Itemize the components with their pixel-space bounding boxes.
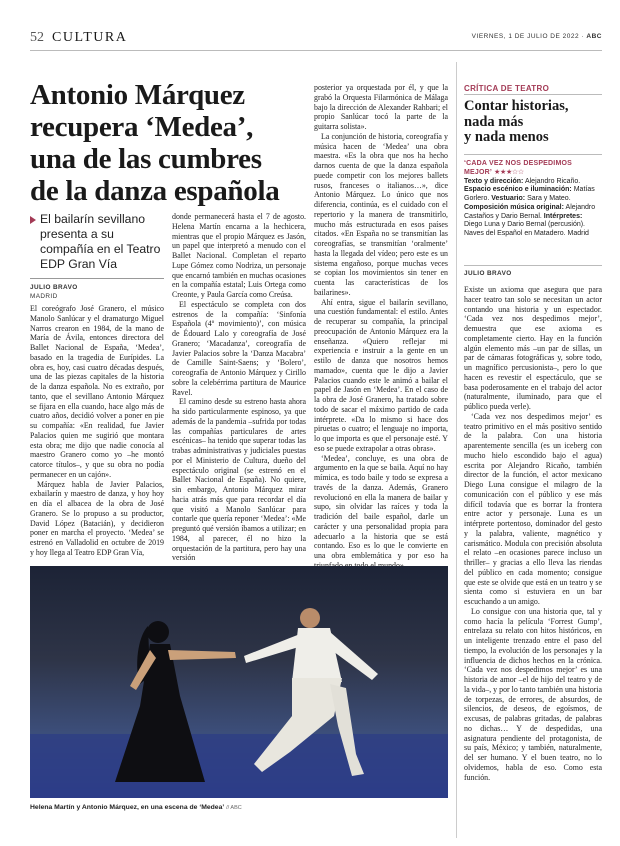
article-column-2 [172,212,306,563]
subhead-text: El bailarín sevillano presenta a su compañía en el Teatro EDP Gran Vía [40,212,161,271]
paragraph: ‘Cada vez nos despedimos mejor’ es teatro primitivo en el más positivo sentido de la palabra. Con una historia aparentemente sencilla (es un iceberg con mucho hielo escondido bajo el agua) escrita por Alejandro Ricaño, también director de la función, el actor mexicano Diego Luna consigue el milagro de la comunicación con el público y ese más difícil todavía que es borrar la frontera entre actor y personaje. Luna es un intérprete portentoso, dominador del gesto y la palabra, valiente, magnético y carismático. Modula con precisión absoluta el relato –en ocasiones parece incluso un thriller– y gracias a ello lleva las riendas del público en cada momento; consigue que este se olvide que está en un teatro y se sienta como si estuviera en un bar escuchando a un amigo. [464,411,602,606]
rating-stars: ★★★☆☆ [494,168,524,176]
review-title-rule [464,154,602,155]
section-title: CULTURA [52,30,128,45]
credit-value: Alejandro Castaños y Dario Bernal. [464,203,596,220]
paragraph: donde permanecerá hasta el 7 de agosto. Helena Martín encarna a la hechicera, mientras que el propio Márquez es Jasón, un papel que interpretó a menudo con el Ballet Nacional. Completan el reparto Lupe Gómez como Nodriza, un personaje que encarnó también en muchas ocasiones en la compañía estatal; Luis Ortega como Creonte, y Paula García como Creúsa. [172,212,306,299]
subhead [30,212,166,272]
page-number: 52 [30,30,44,45]
credit-label: Vestuario: [491,195,526,202]
byline [30,284,78,301]
credit-label: Composición música original: [464,203,564,211]
headline-line: de la danza española [30,175,280,207]
caption-text: Helena Martín y Antonio Márquez, en una escena de ‘Medea’ [30,804,225,811]
review-author: JULIO BRAVO [464,270,512,277]
photo-credit: // ABC [226,805,242,811]
paragraph: Lo consigue con una historia que, tal y como hacía la película ‘Forrest Gump’, entrelaza su relato con hitos históricos, en un inteligente trenzado entre el paso del tiempo, la evolución de los personajes y la influencia de dichos hechos en la crónica. ‘Cada vez nos despedimos mejor’ es una historia de amor –el de hijo del teatro y de la vida–, y por lo tanto también una historia de torpezas, de errores, de absurdos, de silencios, de deseos, de egoísmos, de excusas, de palabras gritadas, de palabras no dichas… Y de despedidas, una asignatura pendiente del protagonista, de su país, México; y también, naturalmente, del ser humano. Y el buen teatro, no lo olvidemos, habla de eso. Como esta función. [464,606,602,782]
article-column-3 [314,83,448,571]
bullet-arrow-icon [30,216,36,224]
review-title [464,99,604,146]
credit-label: Intérpretes: [543,212,583,220]
headline-line: recupera ‘Medea’, [30,111,254,143]
factbox-rule [464,265,602,266]
review-factbox [464,160,602,239]
credit-label: Texto y dirección: [464,177,524,185]
page-header [30,30,602,50]
dancers-illustration [30,566,448,798]
review-label: CRÍTICA DE TEATRO [464,84,550,93]
article-photo [30,566,448,798]
paragraph: ‘Medea’, concluye, es una obra de argumento en la que se baila. Aquí no hay mímica, es todo baile y todo se expresa a través de la danza. Además, Granero revolucionó en ella la manera de bailar y supo, sin olvidar las raíces y toda la tradición del baile español, darle un carácter y una personalidad propia para adecuarlo a la historia que se está contando. Eso es lo que le convierte en una obra emblemática y por eso ha [314,453,448,560]
review-column [464,285,602,782]
paragraph: Existe un axioma que asegura que para hacer teatro tan solo se necesitan un actor contando una historia y un espectador. ‘Cada vez nos despedimos mejor’, demuestra que ese axioma es completamente cierto. Hay en la función algún elemento más –un par de sillas, un par de cámaras fotográficas y, sobre todo, un magnífico percusionista–, pero lo que hacen es revestir el espectáculo, que se basa poderosamente en el trabajo del actor (naturalmente, iluminado, para que el público pueda verle). [464,285,602,411]
credit-value: Matías Gorlero. [464,186,595,202]
paragraph: El espectáculo se completa con dos estrenos de la compañía: ‘Sinfonía Española (4º movimiento)’, con música de Édouard Lalo y coreografía de José Granero; ‘Macadanza’, coreografía de Javier Palacios sobre la ‘Danza Macabra’ de Camille Saint-Saens; y ‘Bolero’, coreografía de Antonio Márquez y Cirillo sobre la celebérrima partitura de Maurice Ravel. [172,299,306,397]
photo-caption [30,804,242,811]
paragraph: El camino desde su estreno hasta ahora ha sido particularmente espinoso, ya que además de la pandemia –sufrida por todas las compañías particulares de artes escénicas– ha tenido que superar todas las trabas administrativas y judiciales puestas por el Ministerio de Cultura, dueño del espectáculo original (se estrenó en el Ballet Nacional de España). No quiere, sin embargo, Antonio Márquez mirar hacia atrás más que para recordar el día que visitó a Manolo Sanlúcar para contarle que quería reponer ‘Medea’: «Me preguntó qué versión íbamos a utilizar; en 1984, al parecer, él no hizo la orquestación de la partitura, pero hay una versión [172,397,306,563]
article-column-1 [30,304,164,558]
subhead-rule [30,278,164,279]
show-title: ‘CADA VEZ NOS DESPEDIMOS MEJOR’ [464,160,572,176]
paragraph: Márquez habla de Javier Palacios, exbailarín y maestro de danza, y hoy hoy en día el albacea de la obra de José Granero. Se lo propuso a su productor, David López (Batacián), y decidieron poner en marcha el proyecto. ‘Medea’ se estrenó en Valladolid en octubre de 2019 y hoy llega al Teatro EDP Gran Vía, [30,479,164,557]
headline-line: Antonio Márquez [30,79,245,111]
brand: ABC [586,33,602,40]
review-title-line: y nada menos [464,129,549,145]
credit-label: Espacio escénico e iluminación: [464,186,572,194]
dateline [472,33,602,40]
review-label-rule [464,94,602,95]
review-title-line: nada más [464,113,524,130]
credit-value: Sara y Mateo. [527,195,571,202]
review-title-line: Contar historias, [464,98,569,114]
column-divider [456,62,457,838]
author: JULIO BRAVO [30,284,78,291]
stage-floor [30,734,448,798]
credit-value: Alejandro Ricaño. [524,177,581,185]
paragraph: El coreógrafo José Granero, el músico Manolo Sanlúcar y el dramaturgo Miguel Narros crearon en 1984, de la mano de María de Ávila, entonces directora del Ballet Nacional de España, ‘Medea’, basado en la tragedia de Eurípides. La obra es, hoy, casi cuatro décadas después, una de las piezas capitales de la historia de la danza española. No es extraño, por tanto, que el sevillano Antonio Márquez se fijara en ella cuando, hace algo más de cuatro años, decidió volver a poner en pie su compañía: «En realidad, fue Javier Palacios quien me sugirió que montara esta obra; me dijo que nadie conocía al maestro Granero como yo –he montó catorce títulos–, y que su obra no podía permanecer en un cajón». [30,304,164,479]
paragraph: La conjunción de historia, coreografía y música hacen de ‘Medea’ una obra maestra. «Es la obra que nos ha hecho darnos cuenta de que la danza española puede competir con los mejores ballets rusos, franceses o italianos…», dice Antonio Márquez. Lo único que nos diferencia, continúa, es el cuidado con el repertorio y la manera de transmitirlo, mucho más estructurada en esos países citados. «En España no se transmitían las coreografías, se transmitían ‘oralmente’ hasta la llegada del vídeo; pero este es un sistema engañoso, porque muchas veces se copian los movimientos sin tener en cuenta las características de los bailarines». [314,131,448,297]
headline-line: una de las cumbres [30,143,262,175]
date: VIERNES, 1 DE JULIO DE 2022 [471,33,580,40]
paragraph: posterior ya orquestada por él, y que la grabó la Orquesta Filarmónica de Málaga bajo la dirección de Alexander Rahbari; el propio Sanlúcar tocó la parte de la guitarra solista». [314,83,448,131]
location: MADRID [30,292,58,300]
date-separator: · [581,33,585,40]
credit-value: Diego Luna y Dario Bernal (percusión). Naves del Español en Matadero. Madrid [464,221,589,237]
paragraph: Ahí entra, sigue el bailarín sevillano, una cuestión fundamental: el estilo. Antes de recuperar su compañía, la principal preocupación de Antonio Márquez era la enseñanza. «Quiero reflejar mi experiencia e instruir a la gente en un estilo de danza que nosotros hemos mamado», cuenta que le dijo a Javier Palacios cuando este le animó a bailar el papel de Jasón en ‘Medea’. En el caso de la obra de José Granero, ha tratado sobre todo de sacar el máximo partido de cada intérprete. «Da lo mismo si hace dos piruetas o cuatro; el lenguaje no importa, lo que importa es que el personaje esté. Y eso se puede extrapolar a otras obras». [314,297,448,453]
header-rule [30,50,602,51]
